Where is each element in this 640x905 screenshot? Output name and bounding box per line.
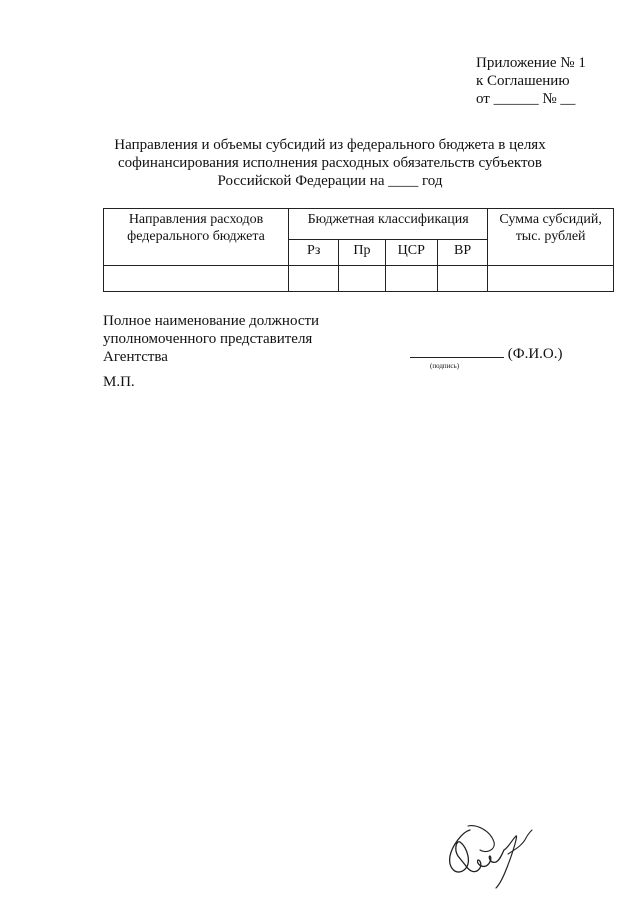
subheader-pr: Пр [339, 240, 385, 266]
table-cell [289, 266, 339, 292]
subheader-vr: ВР [437, 240, 487, 266]
table-cell [385, 266, 437, 292]
title-line-3: Российской Федерации на ____ год [217, 173, 443, 189]
header-directions: Направления расходов федерального бюджета [104, 209, 289, 266]
table-cell [339, 266, 385, 292]
subheader-rz: Рз [289, 240, 339, 266]
appendix-header [476, 54, 586, 108]
table-header-row [104, 209, 614, 240]
signature-caption: (подпись) [430, 362, 460, 370]
table-cell [437, 266, 487, 292]
document-title [100, 136, 560, 190]
title-line-1: Направления и объемы субсидий из федерального бюджета в целях [114, 137, 546, 153]
title-line-2: софинансирования исполнения расходных обязательств субъектов [118, 155, 542, 171]
header-amount: Сумма субсидий, тыс. рублей [488, 209, 614, 266]
table-cell [488, 266, 614, 292]
signer-position-line-1: Полное наименование должности [103, 313, 320, 329]
subheader-csr: ЦСР [385, 240, 437, 266]
subsidy-table [103, 208, 614, 292]
appendix-agreement-ref: к Соглашению [476, 73, 570, 89]
signature-blank [410, 344, 504, 358]
signer-position-line-2: уполномоченного представителя [103, 331, 313, 347]
signer-position-line-3: Агентства [103, 349, 168, 365]
table-row [104, 266, 614, 292]
stamp-label: М.П. [103, 374, 135, 390]
handwritten-signature [442, 820, 542, 892]
signer-block [103, 312, 319, 366]
table-cell [104, 266, 289, 292]
appendix-number: Приложение № 1 [476, 55, 586, 71]
appendix-date-number: от ______ № __ [476, 91, 576, 107]
name-placeholder: (Ф.И.О.) [507, 346, 563, 362]
signature-line [410, 344, 563, 363]
header-classification: Бюджетная классификация [289, 209, 488, 240]
